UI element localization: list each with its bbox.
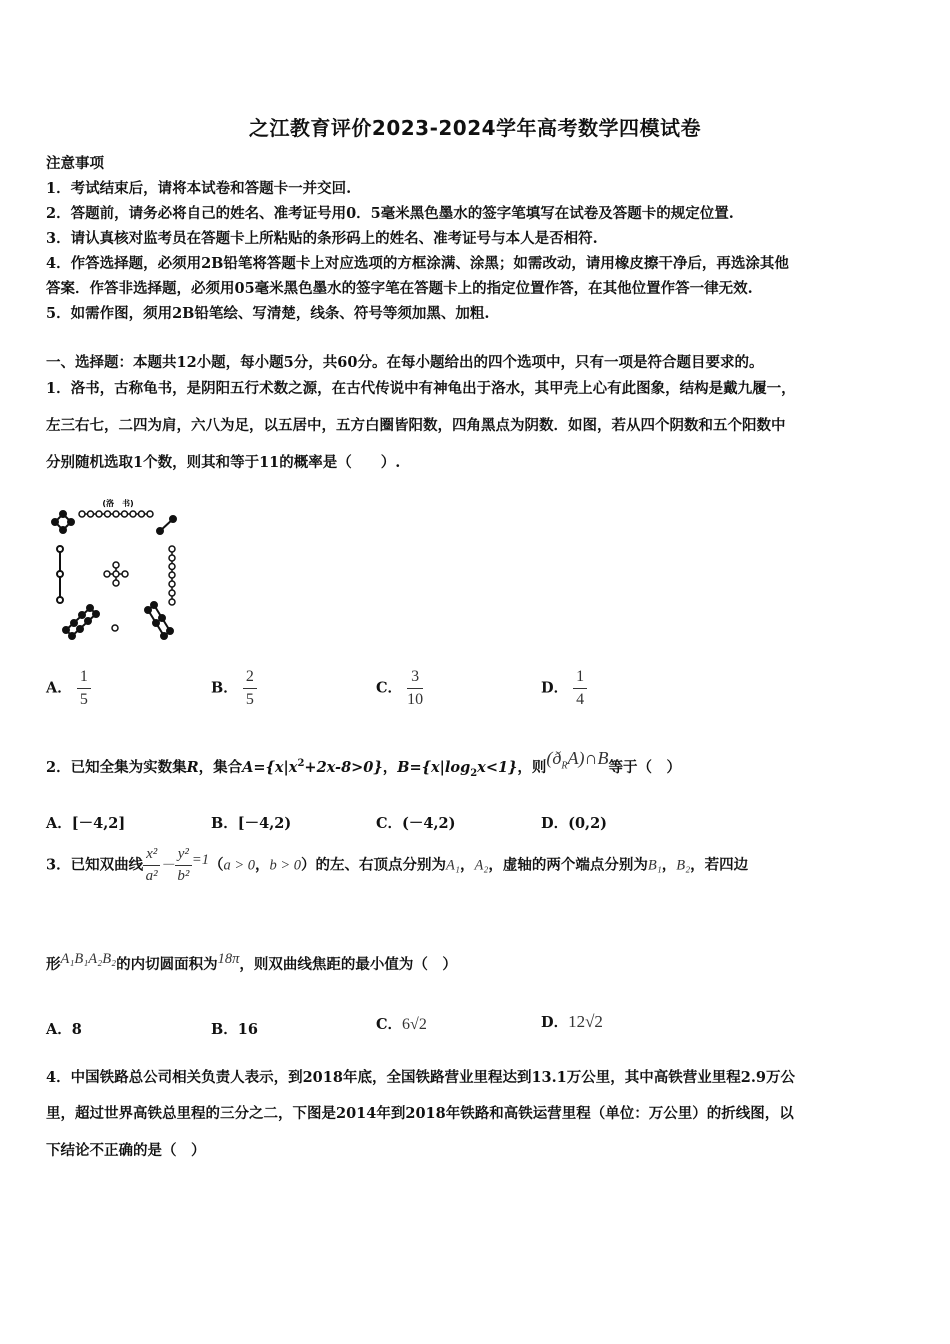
q1-option-d: D． $\frac{1}{4}$ xyxy=(541,668,587,709)
q3-option-b: B．16 xyxy=(211,1021,258,1038)
q2-text: 2．已知全集为实数集R，集合$A=\{x|x^2+2x-8>0\}$，$B=\{x|\log_2x<1\}$，则$(ð_RA)\cap B$等于（ ） xyxy=(46,748,681,779)
q3-option-d: D．12√2 xyxy=(541,1012,603,1031)
notice-item: 答案．作答非选择题，必须用05毫米黑色墨水的签字笔在答题卡上的指定位置作答，在其他位置作答一律无效. xyxy=(46,280,753,297)
notice-item: 2．答题前，请务必将自己的姓名、准考证号用0．5毫米黑色墨水的签字笔填写在试卷及答题卡的规定位置. xyxy=(46,205,734,222)
q1-text: 1．洛书，古称龟书，是阴阳五行术数之源，在古代传说中有神龟出于洛水，其甲壳上心有此图象，结构是戴九履一， xyxy=(46,380,796,397)
section-heading: 一、选择题：本题共12小题，每小题5分，共60分。在每小题给出的四个选项中，只有一项是符合题目要求的。 xyxy=(46,354,764,371)
notice-item: 5．如需作图，须用2B铅笔绘、写清楚，线条、符号等须加黑、加粗. xyxy=(46,305,490,322)
q3-text-2: 形A₁B₁A₂B₂的内切圆面积为18π，则双曲线焦距的最小值为（ ） xyxy=(46,951,457,973)
notice-heading: 注意事项 xyxy=(46,155,104,172)
q1-text: 分别随机选取1个数，则其和等于11的概率是（ ）. xyxy=(46,454,401,471)
figure-label: (洛 书) xyxy=(102,499,134,508)
q2-option-d: D．(0,2) xyxy=(541,815,608,832)
notice-item: 4．作答选择题，必须用2B铅笔将答题卡上对应选项的方框涂满、涂黑；如需改动，请用橡皮擦干净后，再选涂其他 xyxy=(46,255,789,272)
page-title: 之江教育评价2023-2024学年高考数学四模试卷 xyxy=(248,116,702,140)
q2-option-b: B．[－4,2) xyxy=(211,815,292,832)
q4-text: 里，超过世界高铁总里程的三分之二，下图是2014年到2018年铁路和高铁运营里程（单位：万公里）的折线图，以 xyxy=(46,1105,794,1122)
q4-text: 4．中国铁路总公司相关负责人表示，到2018年底，全国铁路营业里程达到13.1万公里，其中高铁营业里程2.9万公 xyxy=(46,1069,795,1086)
q2-option-a: A．[－4,2] xyxy=(46,815,126,832)
q1-option-c: C． $\frac{3}{10}$ xyxy=(376,668,424,708)
q3-option-c: C．6√2 xyxy=(376,1016,427,1033)
q2-option-c: C．(－4,2) xyxy=(376,815,456,832)
q1-option-b: B． $\frac{2}{5}$ xyxy=(211,668,257,709)
q4-text: 下结论不正确的是（ ） xyxy=(46,1142,206,1159)
luoshu-figure xyxy=(46,492,196,642)
notice-item: 3．请认真核对监考员在答题卡上所粘贴的条形码上的姓名、准考证号与本人是否相符. xyxy=(46,230,598,247)
q3-option-a: A．8 xyxy=(46,1021,82,1038)
notice-item: 1．考试结束后，请将本试卷和答题卡一并交回. xyxy=(46,180,352,197)
q1-text: 左三右七，二四为肩，六八为足，以五居中，五方白圈皆阳数，四角黑点为阴数．如图，若从四个阴数和五个阳数中 xyxy=(46,417,786,434)
q1-option-a: A． $\frac{1}{5}$ xyxy=(46,668,91,709)
q3-text: 3．已知双曲线 $\frac{\text{x²}}{\text{a²}}$ － $\frac{\text{y²}}{\text{b²}}$ =1（a > 0，b > 0）的左、右顶点分别为A₁，A₂，虚轴的两个端点分别为B₁，B₂，若四边 xyxy=(46,846,749,884)
